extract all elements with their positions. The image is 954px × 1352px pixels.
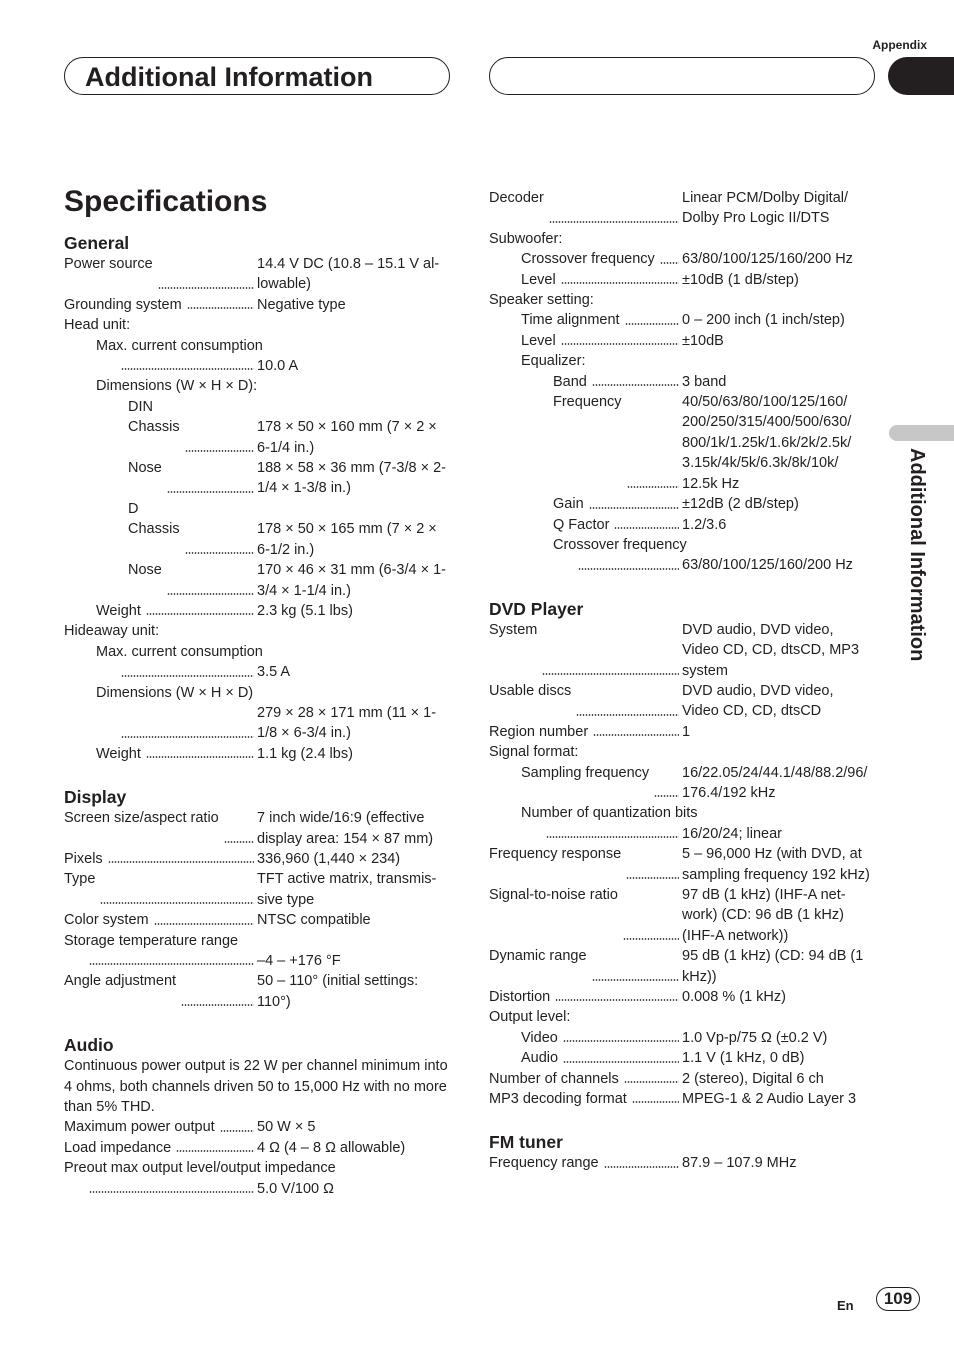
spec-label: Crossover frequency	[521, 251, 655, 268]
right-column	[489, 188, 879, 1196]
spec-row	[489, 310, 879, 330]
dot-leader	[592, 383, 679, 387]
spec-label: Crossover frequency	[553, 536, 687, 553]
spec-row	[489, 681, 879, 722]
spec-row	[64, 315, 454, 335]
spec-label: Dimensions (W × H × D):	[96, 378, 258, 395]
spec-label-cell	[64, 1179, 257, 1199]
spec-label-cell	[489, 270, 682, 290]
dot-leader	[121, 735, 254, 739]
spec-label: Number of channels	[489, 1070, 619, 1087]
spec-value: 1.1 kg (2.4 lbs)	[257, 745, 353, 762]
left-column	[64, 230, 454, 1221]
header-tab-marker	[888, 57, 954, 95]
spec-row	[489, 392, 879, 494]
spec-label: D	[128, 500, 139, 517]
spec-value: ±12dB (2 dB/step)	[682, 496, 799, 513]
spec-label-cell	[489, 946, 682, 987]
spec-row	[489, 803, 879, 823]
spec-label: Signal format:	[489, 744, 579, 761]
spec-row	[489, 844, 879, 885]
dot-leader	[187, 306, 254, 310]
dot-leader	[167, 490, 254, 494]
dot-leader	[578, 567, 679, 571]
spec-row	[489, 270, 879, 290]
spec-label-cell	[64, 869, 257, 910]
spec-row	[64, 683, 454, 703]
dot-leader	[154, 922, 254, 926]
spec-label: Audio	[521, 1050, 559, 1067]
spec-row	[489, 1089, 879, 1109]
spec-label: Nose	[128, 460, 162, 477]
dot-leader	[614, 526, 679, 530]
dot-leader	[224, 840, 254, 844]
spec-row	[489, 494, 879, 514]
appendix-label: Appendix	[872, 38, 927, 52]
spec-label: System	[489, 621, 538, 638]
spec-row	[64, 254, 454, 295]
spec-row	[64, 458, 454, 499]
spec-label: Angle adjustment	[64, 973, 177, 990]
spec-label: Region number	[489, 723, 589, 740]
spec-label: Pixels	[64, 850, 103, 867]
spec-row	[489, 1069, 879, 1089]
dot-leader	[108, 860, 254, 864]
dot-leader	[561, 281, 679, 285]
dot-leader	[561, 342, 679, 346]
spec-row	[64, 499, 454, 519]
spec-label: Video	[521, 1029, 558, 1046]
spec-label: Weight	[96, 602, 141, 619]
dot-leader	[176, 1149, 254, 1153]
section-header	[64, 57, 450, 95]
spec-label-cell	[489, 1028, 682, 1048]
spec-label: Q Factor	[553, 516, 610, 533]
spec-label-cell	[64, 458, 257, 499]
spec-value: 5 – 96,000 Hz (with DVD, at sampling frequency 192 kHz)	[682, 846, 870, 883]
spec-label-cell	[489, 310, 682, 330]
spec-label: DIN	[128, 398, 153, 415]
spec-row	[489, 351, 879, 371]
spec-label-cell	[489, 372, 682, 392]
spec-label: Sampling frequency	[521, 764, 650, 781]
spec-row	[489, 372, 879, 392]
spec-label: Number of quantization bits	[521, 805, 698, 822]
page-number: 109	[876, 1287, 920, 1311]
spec-value: DVD audio, DVD video, Video CD, CD, dtsCD, MP3 system	[682, 621, 860, 679]
spec-label: Dynamic range	[489, 948, 587, 965]
spec-value: 1.0 Vp-p/75 Ω (±0.2 V)	[682, 1029, 828, 1046]
dot-leader	[100, 901, 254, 905]
spec-row	[64, 869, 454, 910]
spec-label-cell	[489, 885, 682, 946]
spec-value: 50 – 110° (initial settings: 110°)	[257, 973, 419, 1010]
spec-label-cell	[64, 910, 257, 930]
dot-leader	[121, 367, 254, 371]
spec-value: 97 dB (1 kHz) (IHF-A net-work) (CD: 96 dB (1 kHz) (IHF-A network))	[682, 887, 846, 944]
spec-label-cell	[489, 1153, 682, 1173]
spec-label: Preout max output level/output impedance	[64, 1160, 336, 1177]
spec-row	[489, 249, 879, 269]
spec-row	[64, 744, 454, 764]
spec-label: Nose	[128, 562, 162, 579]
spec-label-cell	[489, 1069, 682, 1089]
spec-value: 10.0 A	[257, 358, 299, 375]
spec-label: Level	[521, 332, 556, 349]
dot-leader	[592, 978, 679, 982]
spec-value: 16/22.05/24/44.1/48/88.2/96/ 176.4/192 kHz	[682, 764, 868, 801]
dot-leader	[185, 449, 254, 453]
spec-label-cell	[489, 188, 682, 229]
spec-section-continued	[489, 188, 879, 576]
spec-value: 16/20/24; linear	[682, 825, 782, 842]
spec-value: NTSC compatible	[257, 912, 371, 929]
dot-leader	[555, 998, 679, 1002]
spec-label-cell	[489, 494, 682, 514]
spec-row	[64, 931, 454, 951]
dot-leader	[654, 794, 679, 798]
dot-leader	[220, 1129, 254, 1133]
spec-section-audio	[64, 1034, 454, 1199]
spec-value: DVD audio, DVD video, Video CD, CD, dtsCD	[682, 682, 834, 720]
spec-label-cell	[489, 555, 682, 575]
spec-row	[489, 742, 879, 762]
spec-row	[64, 295, 454, 315]
spec-label-cell	[489, 1089, 682, 1109]
spec-value: 3.5 A	[257, 664, 291, 681]
spec-label: Output level:	[489, 1009, 571, 1026]
spec-label: Maximum power output	[64, 1119, 215, 1136]
spec-label: Max. current consumption	[96, 337, 263, 354]
spec-label: Chassis	[128, 419, 180, 436]
spec-row	[64, 560, 454, 601]
spec-value: 1.1 V (1 kHz, 0 dB)	[682, 1050, 805, 1067]
spec-value: 63/80/100/125/160/200 Hz	[682, 251, 853, 268]
spec-label-cell	[489, 681, 682, 722]
dot-leader	[158, 286, 254, 290]
spec-value: 279 × 28 × 171 mm (11 × 1-1/8 × 6-3/4 in.)	[257, 704, 437, 742]
dot-leader	[121, 674, 254, 678]
spec-section-general	[64, 232, 454, 764]
section-heading: DVD Player	[489, 598, 584, 619]
spec-row	[64, 519, 454, 560]
spec-label: Gain	[553, 496, 584, 513]
spec-value: –4 – +176 °F	[257, 953, 341, 969]
spec-row	[64, 1179, 454, 1199]
dot-leader	[563, 1039, 679, 1043]
dot-leader	[632, 1100, 679, 1104]
spec-label: Signal-to-noise ratio	[489, 887, 618, 903]
spec-label-cell	[64, 808, 257, 849]
spec-label: MP3 decoding format	[489, 1091, 627, 1108]
language-label: En	[837, 1298, 854, 1313]
spec-row	[64, 621, 454, 641]
spec-label-cell	[64, 1117, 257, 1137]
spec-label: Time alignment	[521, 312, 620, 329]
spec-label: Storage temperature range	[64, 932, 239, 949]
spec-label-cell	[64, 560, 257, 601]
dot-leader	[624, 1080, 679, 1084]
spec-value: TFT active matrix, transmis-sive type	[257, 871, 437, 908]
spec-row	[64, 662, 454, 682]
dot-leader	[623, 937, 679, 941]
spec-label-cell	[489, 515, 682, 535]
spec-label-cell	[64, 254, 257, 295]
spec-label-cell	[64, 601, 257, 621]
spec-value: 178 × 50 × 160 mm (7 × 2 × 6-1/4 in.)	[257, 419, 437, 456]
section-heading: Audio	[64, 1035, 114, 1056]
spec-label: Power source	[64, 256, 153, 272]
spec-value: 2 (stereo), Digital 6 ch	[682, 1070, 824, 1087]
section-title: Additional Information	[85, 62, 373, 92]
spec-row	[489, 1007, 879, 1027]
spec-row	[64, 1138, 454, 1158]
spec-label: Speaker setting:	[489, 292, 594, 309]
spec-label-cell	[489, 620, 682, 681]
dot-leader	[181, 1003, 254, 1007]
page-title: Specifications	[64, 185, 268, 218]
spec-row	[64, 971, 454, 1012]
spec-label-cell	[64, 971, 257, 1012]
spec-row	[64, 703, 454, 744]
spec-row	[489, 620, 879, 681]
dot-leader	[593, 733, 679, 737]
spec-label-cell	[64, 703, 257, 744]
spec-value: 170 × 46 × 31 mm (6-3/4 × 1-3/4 × 1-1/4 in.)	[257, 562, 447, 599]
spec-label-cell	[489, 987, 682, 1007]
spec-row	[489, 1028, 879, 1048]
spec-row	[64, 336, 454, 356]
dot-leader	[146, 755, 254, 759]
spec-label-cell	[64, 295, 257, 315]
spec-row	[64, 642, 454, 662]
side-tab-bar	[889, 425, 954, 441]
dot-leader	[89, 962, 254, 966]
spec-row	[489, 722, 879, 742]
spec-label-cell	[64, 662, 257, 682]
spec-value: 50 W × 5	[257, 1119, 316, 1136]
spec-label: Frequency	[553, 394, 622, 411]
dot-leader	[89, 1190, 254, 1194]
spec-row	[489, 290, 879, 310]
spec-value: 4 Ω (4 – 8 Ω allowable)	[257, 1139, 406, 1156]
spec-label: Screen size/aspect ratio	[64, 810, 219, 827]
spec-label: Band	[553, 373, 587, 390]
spec-row	[64, 808, 454, 849]
spec-row	[489, 229, 879, 249]
dot-leader	[604, 1165, 679, 1169]
spec-value: 1.2/3.6	[682, 516, 727, 533]
spec-value: 0 – 200 inch (1 inch/step)	[682, 312, 845, 329]
spec-row	[489, 188, 879, 229]
spec-row	[489, 515, 879, 535]
spec-value: 178 × 50 × 165 mm (7 × 2 × 6-1/2 in.)	[257, 521, 437, 558]
spec-label-cell	[489, 763, 682, 804]
dot-leader	[576, 713, 679, 717]
spec-row	[64, 951, 454, 971]
dot-leader	[625, 322, 679, 326]
spec-label: Usable discs	[489, 682, 572, 699]
spec-row	[64, 849, 454, 869]
spec-label: Dimensions (W × H × D)	[96, 684, 254, 701]
section-heading: FM tuner	[489, 1132, 563, 1153]
side-section-label: Additional Information	[906, 448, 928, 662]
spec-row	[64, 356, 454, 376]
section-heading: General	[64, 233, 130, 253]
spec-label-cell	[64, 1138, 257, 1158]
spec-label: Load impedance	[64, 1139, 172, 1156]
spec-label: Color system	[64, 912, 149, 929]
dot-leader	[563, 1060, 679, 1064]
spec-row	[489, 555, 879, 575]
dot-leader	[546, 835, 679, 839]
spec-row	[489, 824, 879, 844]
spec-label: Level	[521, 271, 556, 288]
spec-row	[64, 376, 454, 396]
spec-value: 63/80/100/125/160/200 Hz	[682, 557, 853, 574]
spec-value: 3 band	[682, 373, 727, 390]
spec-value: ±10dB (1 dB/step)	[682, 271, 799, 288]
spec-section-display	[64, 786, 454, 1012]
spec-label-cell	[489, 844, 682, 885]
spec-row	[64, 1117, 454, 1137]
spec-row	[489, 987, 879, 1007]
spec-label-cell	[64, 849, 257, 869]
spec-row	[489, 1048, 879, 1068]
dot-leader	[542, 672, 679, 676]
spec-value: 188 × 58 × 36 mm (7-3/8 × 2-1/4 × 1-3/8 in.)	[257, 460, 447, 497]
spec-label-cell	[64, 519, 257, 560]
spec-value: Linear PCM/Dolby Digital/ Dolby Pro Logic II/DTS	[682, 190, 849, 227]
spec-value: 95 dB (1 kHz) (CD: 94 dB (1 kHz))	[682, 948, 864, 985]
spec-label-cell	[489, 722, 682, 742]
spec-label-cell	[489, 824, 682, 844]
spec-value: 87.9 – 107.9 MHz	[682, 1155, 797, 1172]
spec-label: Max. current consumption	[96, 643, 263, 660]
spec-value: ±10dB	[682, 332, 724, 349]
spec-row	[489, 885, 879, 946]
spec-label: Grounding system	[64, 296, 182, 313]
spec-section-fm-tuner	[489, 1131, 879, 1173]
section-paragraph: Continuous power output is 22 W per channel minimum into 4 ohms, both channels driven 50 to 15,000 Hz with no more than 5% THD.	[64, 1058, 448, 1116]
dot-leader	[185, 551, 254, 555]
section-heading: Display	[64, 787, 127, 808]
spec-value: 14.4 V DC (10.8 – 15.1 V al-lowable)	[257, 256, 440, 293]
spec-value: 7 inch wide/16:9 (effective display area: 154 × 87 mm)	[257, 810, 434, 847]
spec-label-cell	[64, 744, 257, 764]
spec-value: 1	[682, 723, 691, 740]
spec-value: 40/50/63/80/100/125/160/ 200/250/315/400/500/630/ 800/1k/1.25k/1.6k/2k/2.5k/ 3.15k/4k/5k/6.3k/8k/10k/ 12.5k Hz	[682, 394, 852, 492]
spec-row	[64, 1158, 454, 1178]
dot-leader	[146, 612, 254, 616]
spec-label: Decoder	[489, 190, 544, 206]
spec-label-cell	[64, 417, 257, 458]
spec-label-cell	[64, 356, 257, 376]
spec-value: 5.0 V/100 Ω	[257, 1180, 334, 1197]
dot-leader	[660, 261, 679, 265]
spec-row	[489, 763, 879, 804]
spec-value: Negative type	[257, 296, 346, 313]
spec-section-dvd-player	[489, 598, 879, 1110]
spec-row	[489, 946, 879, 987]
spec-label: Head unit:	[64, 317, 131, 334]
spec-value: MPEG-1 & 2 Audio Layer 3	[682, 1091, 857, 1108]
dot-leader	[549, 220, 679, 224]
spec-label: Subwoofer:	[489, 230, 563, 247]
spec-label: Frequency range	[489, 1155, 599, 1172]
spec-label-cell	[64, 951, 257, 971]
spec-row	[64, 417, 454, 458]
spec-value: 336,960 (1,440 × 234)	[257, 850, 401, 867]
spec-row	[489, 535, 879, 555]
dot-leader	[627, 485, 679, 489]
spec-row	[64, 397, 454, 417]
dot-leader	[167, 592, 254, 596]
spec-row	[64, 601, 454, 621]
spec-label: Hideaway unit:	[64, 623, 160, 640]
spec-label: Frequency response	[489, 846, 622, 863]
spec-label: Type	[64, 871, 96, 888]
dot-leader	[589, 506, 679, 510]
spec-value: 2.3 kg (5.1 lbs)	[257, 602, 353, 619]
spec-row	[489, 1153, 879, 1173]
spec-row	[489, 331, 879, 351]
spec-label-cell	[489, 392, 682, 494]
header-blank-pill	[489, 57, 875, 95]
spec-label: Weight	[96, 745, 141, 762]
spec-label: Distortion	[489, 989, 551, 1006]
spec-label: Equalizer:	[521, 353, 586, 370]
spec-row	[64, 910, 454, 930]
spec-label: Chassis	[128, 521, 180, 538]
spec-label-cell	[489, 1048, 682, 1068]
spec-label-cell	[489, 249, 682, 269]
spec-value: 0.008 % (1 kHz)	[682, 989, 786, 1006]
dot-leader	[626, 876, 679, 880]
spec-label-cell	[489, 331, 682, 351]
